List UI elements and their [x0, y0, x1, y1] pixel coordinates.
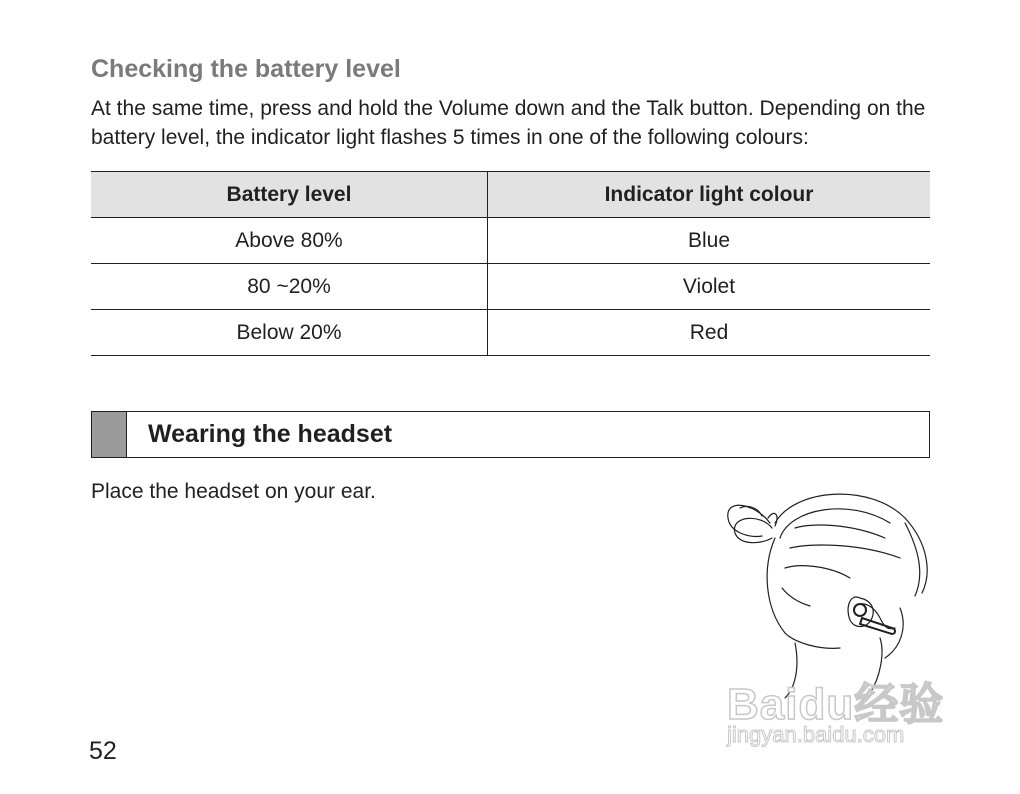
- table-row: [91, 264, 930, 310]
- table-row: [91, 218, 930, 264]
- watermark-logo: Baidu经验: [727, 680, 945, 729]
- table-cell-colour: Red: [488, 310, 931, 356]
- battery-intro-text: At the same time, press and hold the Volume down and the Talk button. Depending on the battery level, the indicator light flashes 5 times in one of the following colours:: [91, 97, 926, 149]
- battery-level-table: [91, 171, 930, 356]
- table-cell-level: Above 80%: [91, 218, 488, 264]
- table-header-row: [91, 172, 930, 218]
- watermark-url: jingyan.baidu.com: [727, 722, 905, 747]
- table-header-indicator-colour: Indicator light colour: [488, 172, 931, 218]
- page-number: 52: [89, 737, 117, 765]
- table-row: [91, 310, 930, 356]
- table-cell-level: Below 20%: [91, 310, 488, 356]
- table-cell-level: 80 ~20%: [91, 264, 488, 310]
- section-title-bar: [91, 411, 930, 458]
- section-tab-marker: [92, 412, 127, 457]
- section-heading-battery: Checking the battery level: [91, 55, 401, 83]
- table-cell-colour: Blue: [488, 218, 931, 264]
- section-title-wearing: Wearing the headset: [148, 420, 393, 448]
- wearing-instruction-text: Place the headset on your ear.: [91, 480, 376, 503]
- table-cell-colour: Violet: [488, 264, 931, 310]
- table-header-battery-level: Battery level: [91, 172, 488, 218]
